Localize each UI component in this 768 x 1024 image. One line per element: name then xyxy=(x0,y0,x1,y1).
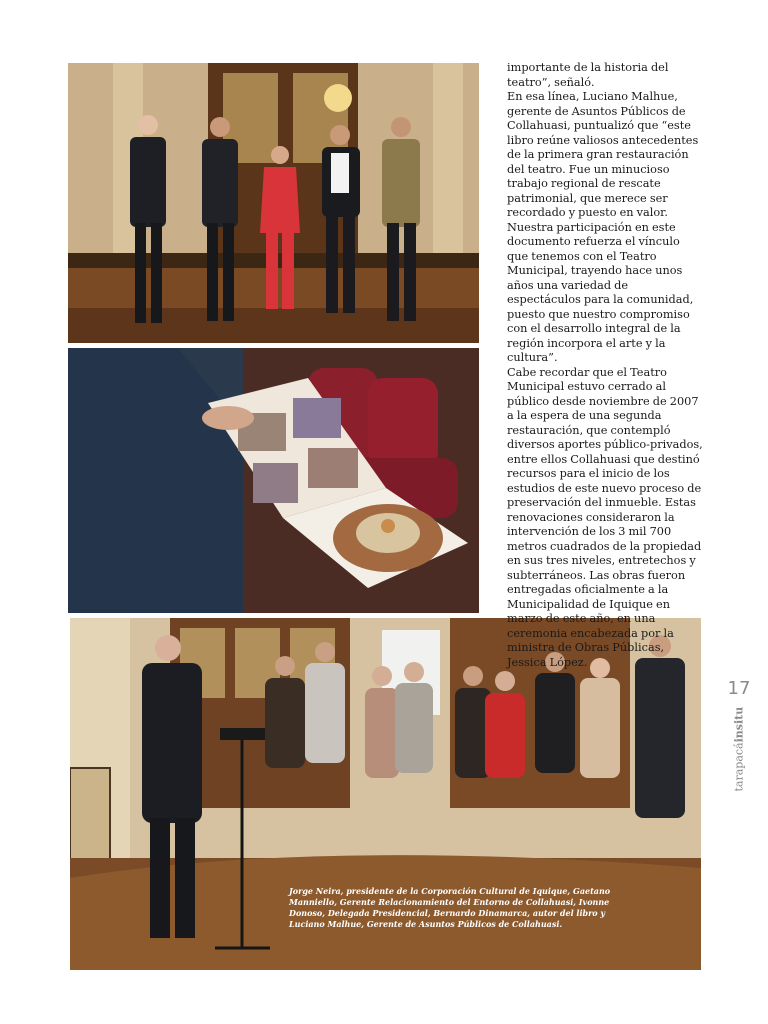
brand-part-1: tarapacá xyxy=(732,742,746,792)
photo-group-portrait xyxy=(68,63,479,343)
article-paragraph-3: Cabe recordar que el Teatro Municipal estuvo cerrado al público desde noviembre de 2007 a la espera de una segunda restauración, que contempló diversos aportes público-privados, entre ellos Collahuasi que destinó recursos para el inicio de los estudios de este nuevo proceso de preservación del inmueble. Estas renovaciones consideraron la intervención de los 3 mil 700 metros cuadrados de la propiedad en sus tres niveles, entretechos y subterráneos. Las obras fueron entregadas oficialmente a la Municipalidad de Iquique en marzo de este año, en una ceremonia encabezada por la ministra de Obras Públicas, Jessica López. xyxy=(507,365,703,669)
brand-part-2: insitu xyxy=(732,706,746,743)
article-paragraph-2: En esa línea, Luciano Malhue, gerente de Asuntos Públicos de Collahuasi, puntualizó que “este libro reúne valiosos antecedentes de la primera gran restauración del teatro. Fue un minucioso trabajo regional de rescate patrimonial, que merece ser recordado y puesto en valor. Nuestra participación en este documento refuerza el vínculo que tenemos con el Teatro Municipal, trayendo hace unos años una variedad de espectáculos para la comunidad, puesto que nuestro compromiso con el desarrollo integral de la región incorpora el arte y la cultura”. xyxy=(507,90,699,364)
photo-open-book xyxy=(68,348,479,613)
photo-caption: Jorge Neira, presidente de la Corporación Cultural de Iquique, Gaetano Manniello, Gerente Relacionamiento del Entorno de Collahuasi, Ivonne Donoso, Delegada Presidencial, Bernardo Dinamarca, autor del libro y Luciano Malhue, Gerente de Asuntos Públicos de Collahuasi. xyxy=(289,886,611,929)
page-number: 17 xyxy=(727,678,751,699)
article-paragraph-1: importante de la historia del teatro”, señaló. xyxy=(507,61,669,89)
article-body xyxy=(507,61,703,670)
brand-logo xyxy=(732,706,746,792)
